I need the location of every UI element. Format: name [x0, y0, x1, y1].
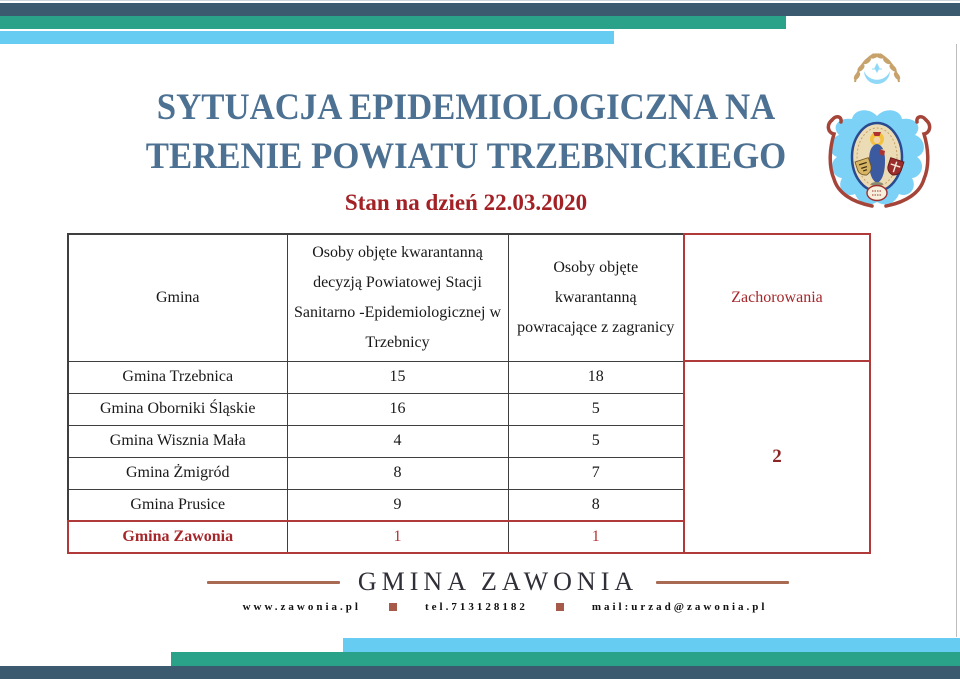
cell-zagranica: 5: [508, 393, 684, 425]
cell-zachorowania-total: 2: [684, 361, 870, 553]
header-gmina: Gmina: [68, 234, 287, 361]
top-bar-teal: [0, 16, 786, 29]
cell-zagranica: 18: [508, 361, 684, 393]
cell-zagranica: 5: [508, 425, 684, 457]
epidemiology-table: [67, 233, 871, 554]
cell-zagranica: 8: [508, 489, 684, 521]
cell-gmina: Gmina Żmigród: [68, 457, 287, 489]
title-block: [0, 83, 932, 216]
footer-brand: [18, 567, 960, 597]
cell-sanepid: 9: [287, 489, 508, 521]
cell-gmina: Gmina Trzebnica: [68, 361, 287, 393]
brand-rule-right: [656, 581, 789, 584]
cell-zagranica: 1: [508, 521, 684, 553]
cell-sanepid: 1: [287, 521, 508, 553]
slide-edge-line: [956, 44, 957, 637]
top-bar-light-blue: [0, 31, 614, 44]
brand-name: GMINA ZAWONIA: [357, 567, 639, 596]
bullet-square-icon: [389, 603, 397, 611]
bottom-bar-teal: [171, 652, 960, 666]
header-kwarantanna-sanepid: Osoby objęte kwarantanną decyzją Powiatowej Stacji Sanitarno -Epidemiologicznej w Trzebnicy: [287, 234, 508, 361]
bottom-bar-dark: [0, 666, 960, 679]
cell-gmina: Gmina Oborniki Śląskie: [68, 393, 287, 425]
cell-gmina: Gmina Prusice: [68, 489, 287, 521]
cell-gmina: Gmina Wisznia Mała: [68, 425, 287, 457]
table-header-row: [68, 234, 870, 361]
page-title-line-1: SYTUACJA EPIDEMIOLOGICZNA NA: [156, 87, 776, 128]
website-text: www.zawonia.pl: [242, 601, 361, 613]
footer-contact: [25, 601, 960, 613]
cell-gmina: Gmina Zawonia: [68, 521, 287, 553]
top-bar-dark: [0, 3, 960, 16]
coat-of-arms-icon: [822, 45, 937, 215]
cell-sanepid: 8: [287, 457, 508, 489]
cell-sanepid: 15: [287, 361, 508, 393]
page-title-line-2: TERENIE POWIATU TRZEBNICKIEGO: [145, 136, 787, 177]
phone-text: tel.713128182: [424, 601, 528, 613]
email-text: mail:urzad@zawonia.pl: [591, 601, 768, 613]
cell-zagranica: 7: [508, 457, 684, 489]
bullet-square-icon: [556, 603, 564, 611]
header-kwarantanna-zagranica: Osoby objęte kwarantanną powracające z zagranicy: [508, 234, 684, 361]
cell-sanepid: 4: [287, 425, 508, 457]
status-date-subtitle: Stan na dzień 22.03.2020: [344, 190, 588, 215]
header-zachorowania: Zachorowania: [684, 234, 870, 361]
brand-rule-left: [207, 581, 340, 584]
cell-sanepid: 16: [287, 393, 508, 425]
bottom-bar-light-blue: [343, 638, 960, 652]
table-row: [68, 361, 870, 393]
